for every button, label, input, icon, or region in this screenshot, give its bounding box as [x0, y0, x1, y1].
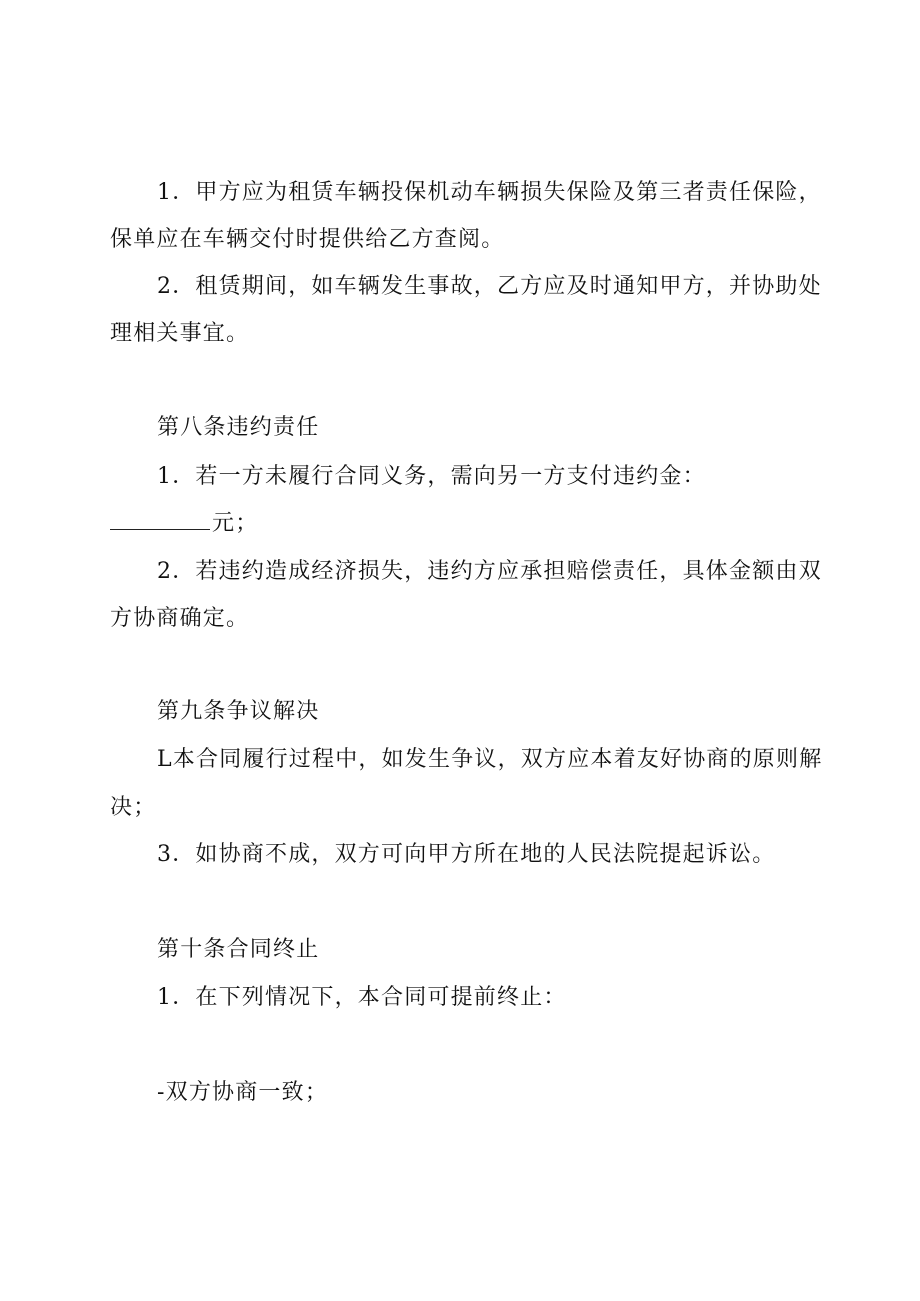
clause-8-2-line-2: 方协商确定。 [110, 606, 250, 631]
amount-blank [110, 509, 210, 530]
clause-7-1-line-2: 保单应在车辆交付时提供给乙方查阅。 [110, 227, 505, 252]
clause-7-2-line-2: 理相关事宜。 [110, 321, 250, 346]
article-9-heading: 第九条争议解决 [157, 699, 320, 724]
clause-9-1-line-2: 决； [110, 795, 157, 820]
amount-unit: 元； [212, 511, 259, 536]
article-8-heading: 第八条违约责任 [157, 415, 320, 440]
article-10-heading: 第十条合同终止 [157, 937, 320, 962]
clause-7-1-line-1: 1．甲方应为租赁车辆投保机动车辆损失保险及第三者责任保险， [157, 180, 822, 205]
clause-9-3-line-1: 3．如协商不成，双方可向甲方所在地的人民法院提起诉讼。 [157, 842, 776, 867]
clause-7-2-line-1: 2．租赁期间，如车辆发生事故，乙方应及时通知甲方，并协助处 [157, 274, 822, 299]
clause-8-2-line-1: 2．若违约造成经济损失，违约方应承担赔偿责任，具体金额由双 [157, 559, 822, 584]
clause-10-1-item-1: -双方协商一致； [157, 1080, 329, 1105]
clause-10-1-line-1: 1．在下列情况下，本合同可提前终止： [157, 985, 567, 1010]
clause-9-1-line-1: L本合同履行过程中，如发生争议，双方应本着友好协商的原则解 [157, 747, 823, 772]
clause-8-1-line-1: 1．若一方未履行合同义务，需向另一方支付违约金： [157, 464, 706, 489]
clause-8-1-line-2 [110, 509, 258, 539]
